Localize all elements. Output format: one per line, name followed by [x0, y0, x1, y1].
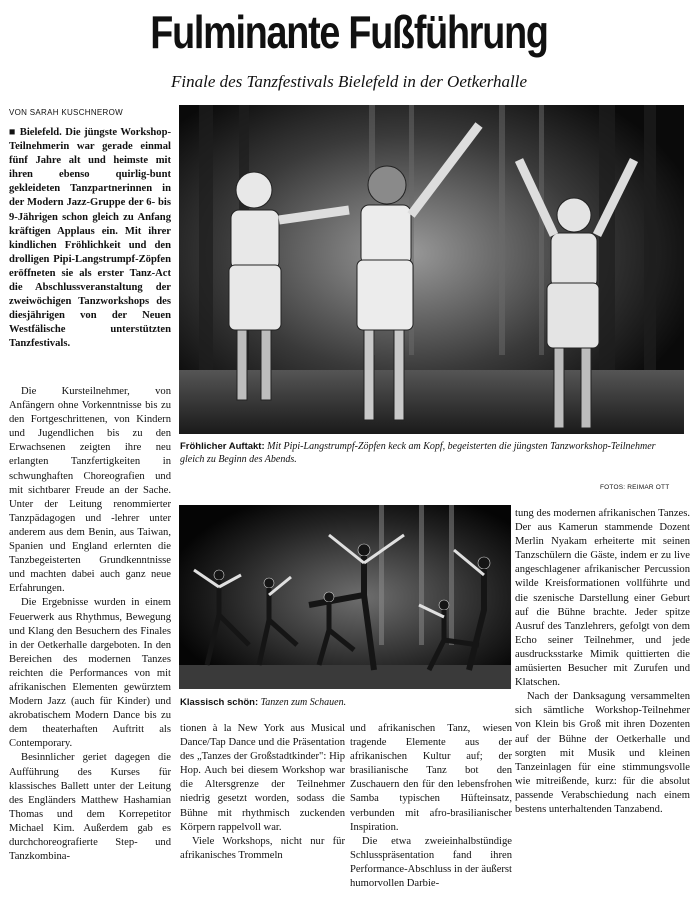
article-paragraph: und afrikanischen Tanz, wiesen tragende Elemente aus der afrikanischen Kultur auf; der brasilianische Tanz bot den Zuschauern den für den lebensfrohen Samba typischen Hüfteinsatz, verbunden mit afro-brasilianischer Inspiration.: [350, 723, 512, 833]
article-paragraph: Die etwa zweieinhalbstündige Schlusspräsentation fand ihren Performance-Abschluss in der äußerst humorvollen Darbie-: [350, 835, 512, 890]
caption-2-label: Klassisch schön:: [180, 697, 259, 708]
article-paragraph: tionen à la New York aus Musical Dance/Tap Dance und die Präsentation des „Tanzes der Großstadtkinder": Hip Hop. Auch bei diesem Workshop war die Altersgrenze der Teilnehmer niedrig gesetzt worden, sodass die Bühne mit rhythmisch zuckenden Körpern rappelvoll war.: [180, 723, 345, 833]
article-column-3: [350, 722, 512, 891]
lead-text: Bielefeld. Die jüngste Workshop-Teilnehmerin war gerade einmal fünf Jahre alt und heimste mit ihren ebenso quirlig-bunt gekleideten Tanzpartnerinnen in der Modern Jazz-Gruppe der 6- bis 9-Jährigen schon gleich zu Anfang kräftigen Applaus ein. Mit ihrer kindlichen Fröhlichkeit und den drolligen Pipi-Langstrumpf-Zöpfen eröffneten sie als erster Tanz-Act die Abschlussveranstaltung der zweiwöchigen Tanzworkshops des diesjährigen von der Neuen Westfälische unterstützten Tanzfestivals.: [9, 127, 171, 350]
subheadline: Finale des Tanzfestivals Bielefeld in der Oetkerhalle: [171, 72, 527, 91]
article-paragraph: Die Ergebnisse wurden in einem Feuerwerk aus Rhythmus, Bewegung und Klang den Besuchern des Finales in der Oetkerhalle dargeboten. In den Bereichen des modernen Tanzes reichten die Performances von mit afrikanischen Elementen gewürztem Modern Jazz (auch für Kinder) und akrobatischem Modern Dance bis zu dem theaterhaften Auftritt als Contemporary.: [9, 597, 171, 750]
photo-children-dancers: [179, 105, 684, 434]
caption-2-text: Tanzen zum Schauen.: [260, 697, 347, 708]
article-paragraph: Nach der Danksagung versammelten sich sämtliche Workshop-Teilnehmer von Klein bis Groß mit ihren Dozenten auf der Bühne der Oetkerhalle und sorgten mit Musik und kleinen Tanzeinlagen für eine stimmungsvolle wie mitreißende, kurz: für die absolut passende Verabschiedung nach einem bestens unterhaltenden Tanzabend.: [515, 691, 690, 815]
article-column-2: [180, 722, 345, 863]
byline: VON SARAH KUSCHNEROW: [9, 108, 124, 117]
caption-1-text: Mit Pipi-Langstrumpf-Zöpfen keck am Kopf, begeisterten die jüngsten Tanzworkshop-Teilnehmer gleich zu Beginn des Abends.: [180, 441, 656, 465]
stage-photo-2: [179, 505, 511, 689]
article-column-4: [515, 507, 690, 817]
stage-photo-1: [179, 105, 684, 434]
article-paragraph: Die Kursteilnehmer, von Anfängern ohne Vorkenntnisse bis zu den Fortgeschrittenen, von Kindern und Jugendlichen bis zu den Erwachsenen zeigten ihre neu erlangten Tanzfertigkeiten in schwunghaften Choreografien und mit sichtbarer Freude an der Sache. Unter der Leitung renommierter Tanzpädagogen und -lehrer unter anderem aus dem Benin, aus Taiwan, Spanien und England erlernten die Tanzbegeisterten Grundkenntnisse und machten dabei auch ganz neue Erfahrungen.: [9, 386, 171, 595]
article-column-1: [9, 385, 171, 864]
headline: Fulminante Fußführung: [150, 6, 548, 58]
photo-caption-1: [180, 440, 680, 466]
caption-1-label: Fröhlicher Auftakt:: [180, 441, 265, 452]
photo-caption-2: [180, 696, 510, 709]
photo-credit: FOTOS: REIMAR OTT: [600, 484, 670, 491]
article-paragraph: Besinnlicher geriet dagegen die Aufführung des Kurses für klassisches Ballett unter der Leitung des Engländers Matthew Hashamian Thomas und dem Korrepetitor Michael Kim. Außerdem gab es durchchoreografierte Step- und Tanzkombina-: [9, 752, 171, 863]
lead-marker: ■: [9, 127, 17, 138]
article-paragraph: Viele Workshops, nicht nur für afrikanisches Trommeln: [180, 835, 345, 861]
article-paragraph: tung des modernen afrikanischen Tanzes. Der aus Kamerun stammende Dozent Merlin Nyakam erheiterte mit seinen Tanzschülern die Gäste, indem er zu live angeschlagener afrikanischer Percussion wilde Kreisformationen vollführte und die szenische Darstellung einer Geburt auf die Bühne brachte. Jeder spitze Ausruf des Tanzlehrers, gefolgt von dem Echo seiner Teilnehmer, und jede ausdrucksstarke Mimik quittierten die amüsierten Besucher mit Zurufen und Klatschen.: [515, 508, 690, 689]
photo-ballet-dancers: [179, 505, 511, 689]
lead-paragraph: [9, 126, 171, 352]
